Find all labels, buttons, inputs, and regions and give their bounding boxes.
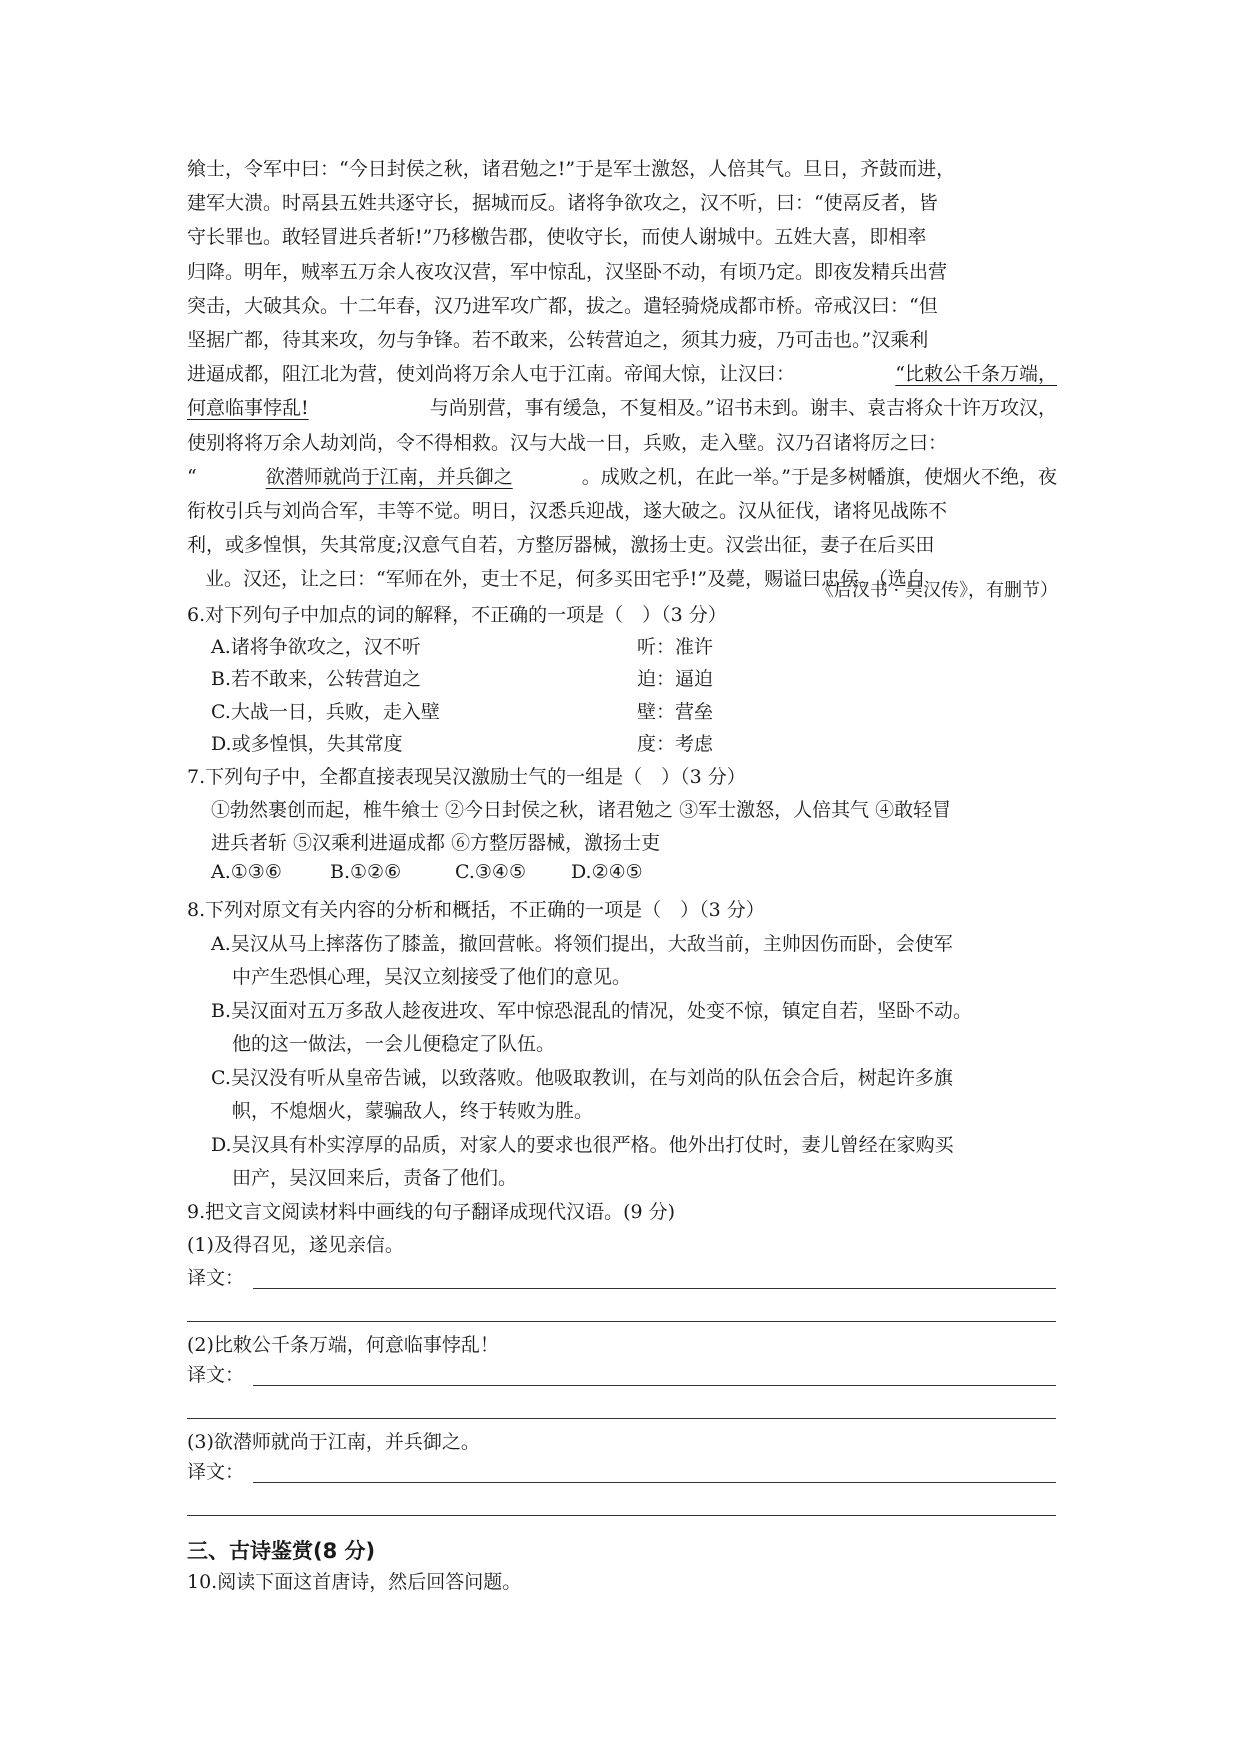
passage-line: 业。汉还，让之曰：“军师在外，吏士不足，何多买田宅乎!”及薨，赐谥曰忠侯。（选自 bbox=[205, 568, 926, 591]
q8-option-b-line-2: 他的这一做法，一会儿便稳定了队伍。 bbox=[232, 1033, 556, 1055]
q9-answer-label-2: 译文： bbox=[187, 1364, 245, 1386]
underlined-sentence-2a: “比敕公千条万端， bbox=[895, 363, 1057, 386]
q9-item-1: (1)及得召见，遂见亲信。 bbox=[187, 1234, 404, 1256]
underlined-sentence-2b: 何意临事悖乱! bbox=[187, 397, 309, 420]
q9-answer-line-1b[interactable] bbox=[187, 1321, 1056, 1322]
q9-answer-line-3a[interactable] bbox=[253, 1482, 1056, 1483]
q6-option-c: C.大战一日，兵败，走入壁 bbox=[211, 701, 440, 723]
q7-choice-d: D.②④⑤ bbox=[571, 861, 643, 883]
q7-sentences-line-2: 进兵者斩 ⑤汉乘利进逼成都 ⑥方整厉器械，激扬士吏 bbox=[211, 832, 661, 854]
passage-line: 突击，大破其众。十二年春，汉乃进军攻广都，拔之。遣轻骑烧成都市桥。帝戒汉曰：“但 bbox=[187, 294, 938, 317]
q6-option-a-gloss: 听：准许 bbox=[637, 636, 714, 658]
classical-chinese-passage bbox=[187, 152, 1057, 596]
q8-option-c-line-2: 帜，不熄烟火，蒙骗敌人，终于转败为胜。 bbox=[232, 1100, 594, 1122]
q7-choice-b: B.①②⑥ bbox=[330, 861, 402, 883]
q9-answer-label-1: 译文： bbox=[187, 1267, 245, 1289]
q7-choice-a: A.①③⑥ bbox=[211, 861, 282, 883]
passage-line: 使别将将万余人劫刘尚，令不得相救。汉与大战一日，兵败，走入壁。汉乃召诸将厉之曰： bbox=[187, 431, 948, 454]
passage-line: 建军大溃。时鬲县五姓共逐守长，据城而反。诸将争欲攻之，汉不听，曰：“使鬲反者，皆 bbox=[187, 192, 938, 215]
question-6-stem: 6.对下列句子中加点的词的解释，不正确的一项是（ ）（3 分） bbox=[187, 604, 727, 626]
q8-option-a-line-2: 中产生恐惧心理，吴汉立刻接受了他们的意见。 bbox=[232, 966, 632, 988]
passage-line: 坚据广都，待其来攻，勿与争锋。若不敢来，公转营迫之，须其力疲，乃可击也。”汉乘利 bbox=[187, 328, 929, 351]
q9-answer-line-2a[interactable] bbox=[253, 1385, 1056, 1386]
q9-answer-line-1a[interactable] bbox=[253, 1288, 1056, 1289]
q6-option-b-gloss: 迫：逼迫 bbox=[637, 668, 714, 690]
q9-answer-label-3: 译文： bbox=[187, 1461, 245, 1483]
q8-option-d-line-1: D.吴汉具有朴实淳厚的品质，对家人的要求也很严格。他外出打仗时，妻儿曾经在家购买 bbox=[211, 1134, 954, 1156]
q9-answer-line-2b[interactable] bbox=[187, 1418, 1056, 1419]
question-8-stem: 8.下列对原文有关内容的分析和概括，不正确的一项是（ ）（3 分） bbox=[187, 899, 765, 921]
q6-option-a: A.诸将争欲攻之，汉不听 bbox=[211, 636, 421, 658]
q9-answer-line-3b[interactable] bbox=[187, 1515, 1056, 1516]
q8-option-c-line-1: C.吴汉没有听从皇帝告诫，以致落败。他吸取教训，在与刘尚的队伍会合后，树起许多旗 bbox=[211, 1067, 953, 1089]
q9-item-2: (2)比敕公千条万端，何意临事悖乱！ bbox=[187, 1334, 499, 1356]
question-10-stem: 10.阅读下面这首唐诗，然后回答问题。 bbox=[187, 1571, 522, 1593]
q6-option-d-gloss: 度：考虑 bbox=[637, 733, 714, 755]
q6-option-c-gloss: 壁：营垒 bbox=[637, 701, 714, 723]
q7-choice-c: C.③④⑤ bbox=[455, 861, 526, 883]
underlined-sentence-3: 欲潜师就尚于江南，并兵御之 bbox=[265, 465, 513, 488]
question-9-stem: 9.把文言文阅读材料中画线的句子翻译成现代汉语。(9 分) bbox=[187, 1201, 676, 1223]
q6-option-d: D.或多惶惧，失其常度 bbox=[211, 733, 403, 755]
passage-line: 进逼成都，阻江北为营，使刘尚将万余人屯于江南。帝闻大惊，让汉曰： “比敕公千条万端， bbox=[187, 357, 1057, 391]
q8-option-b-line-1: B.吴汉面对五万多敌人趁夜进攻、军中惊恐混乱的情况，处变不惊，镇定自若，坚卧不动。 bbox=[211, 1000, 973, 1022]
passage-line: 守长罪也。敢轻冒进兵者斩!”乃移檄告郡，使收守长，而使人谢城中。五姓大喜，即相率 bbox=[187, 226, 927, 249]
passage-line: 飨士，令军中曰：“今日封侯之秋，诸君勉之!”于是军士激怒，人倍其气。旦日，齐鼓而进， bbox=[187, 158, 956, 180]
passage-source: 《后汉书 · 吴汉传》，有删节） bbox=[815, 580, 1058, 601]
q8-option-d-line-2: 田产，吴汉回来后，责备了他们。 bbox=[232, 1167, 518, 1189]
passage-line: 利，或多惶惧，失其常度;汉意气自若，方整厉器械，激扬士吏。汉尝出征，妻子在后买田 bbox=[187, 534, 935, 557]
q6-option-b: B.若不敢来，公转营迫之 bbox=[211, 668, 422, 690]
q8-option-a-line-1: A.吴汉从马上摔落伤了膝盖，撤回营帐。将领们提出，大敌当前，主帅因伤而卧，会使军 bbox=[211, 933, 953, 955]
passage-line: 衔枚引兵与刘尚合军，丰等不觉。明日，汉悉兵迎战，遂大破之。汉从征伐，诸将见战陈不 bbox=[187, 499, 948, 522]
passage-line: 归降。明年，贼率五万余人夜攻汉营，军中惊乱，汉坚卧不动，有顷乃定。即夜发精兵出营 bbox=[187, 260, 948, 283]
question-7-stem: 7.下列句子中，全都直接表现吴汉激励士气的一组是（ ）（3 分） bbox=[187, 766, 746, 788]
q9-item-3: (3)欲潜师就尚于江南，并兵御之。 bbox=[187, 1431, 480, 1453]
section-3-heading: 三、古诗鉴赏(8 分) bbox=[187, 1539, 376, 1563]
passage-line: 何意临事悖乱! 与尚别营，事有缓急，不复相及。”诏书未到。谢丰、袁吉将众十许万攻汉， bbox=[187, 391, 1057, 425]
passage-line: “ 欲潜师就尚于江南，并兵御之 。成败之机，在此一举。”于是多树幡旗，使烟火不绝，夜 bbox=[187, 460, 1057, 494]
q7-sentences-line-1: ①勃然裹创而起，椎牛飨士 ②今日封侯之秋，诸君勉之 ③军士激怒，人倍其气 ④敢轻冒 bbox=[211, 799, 952, 821]
